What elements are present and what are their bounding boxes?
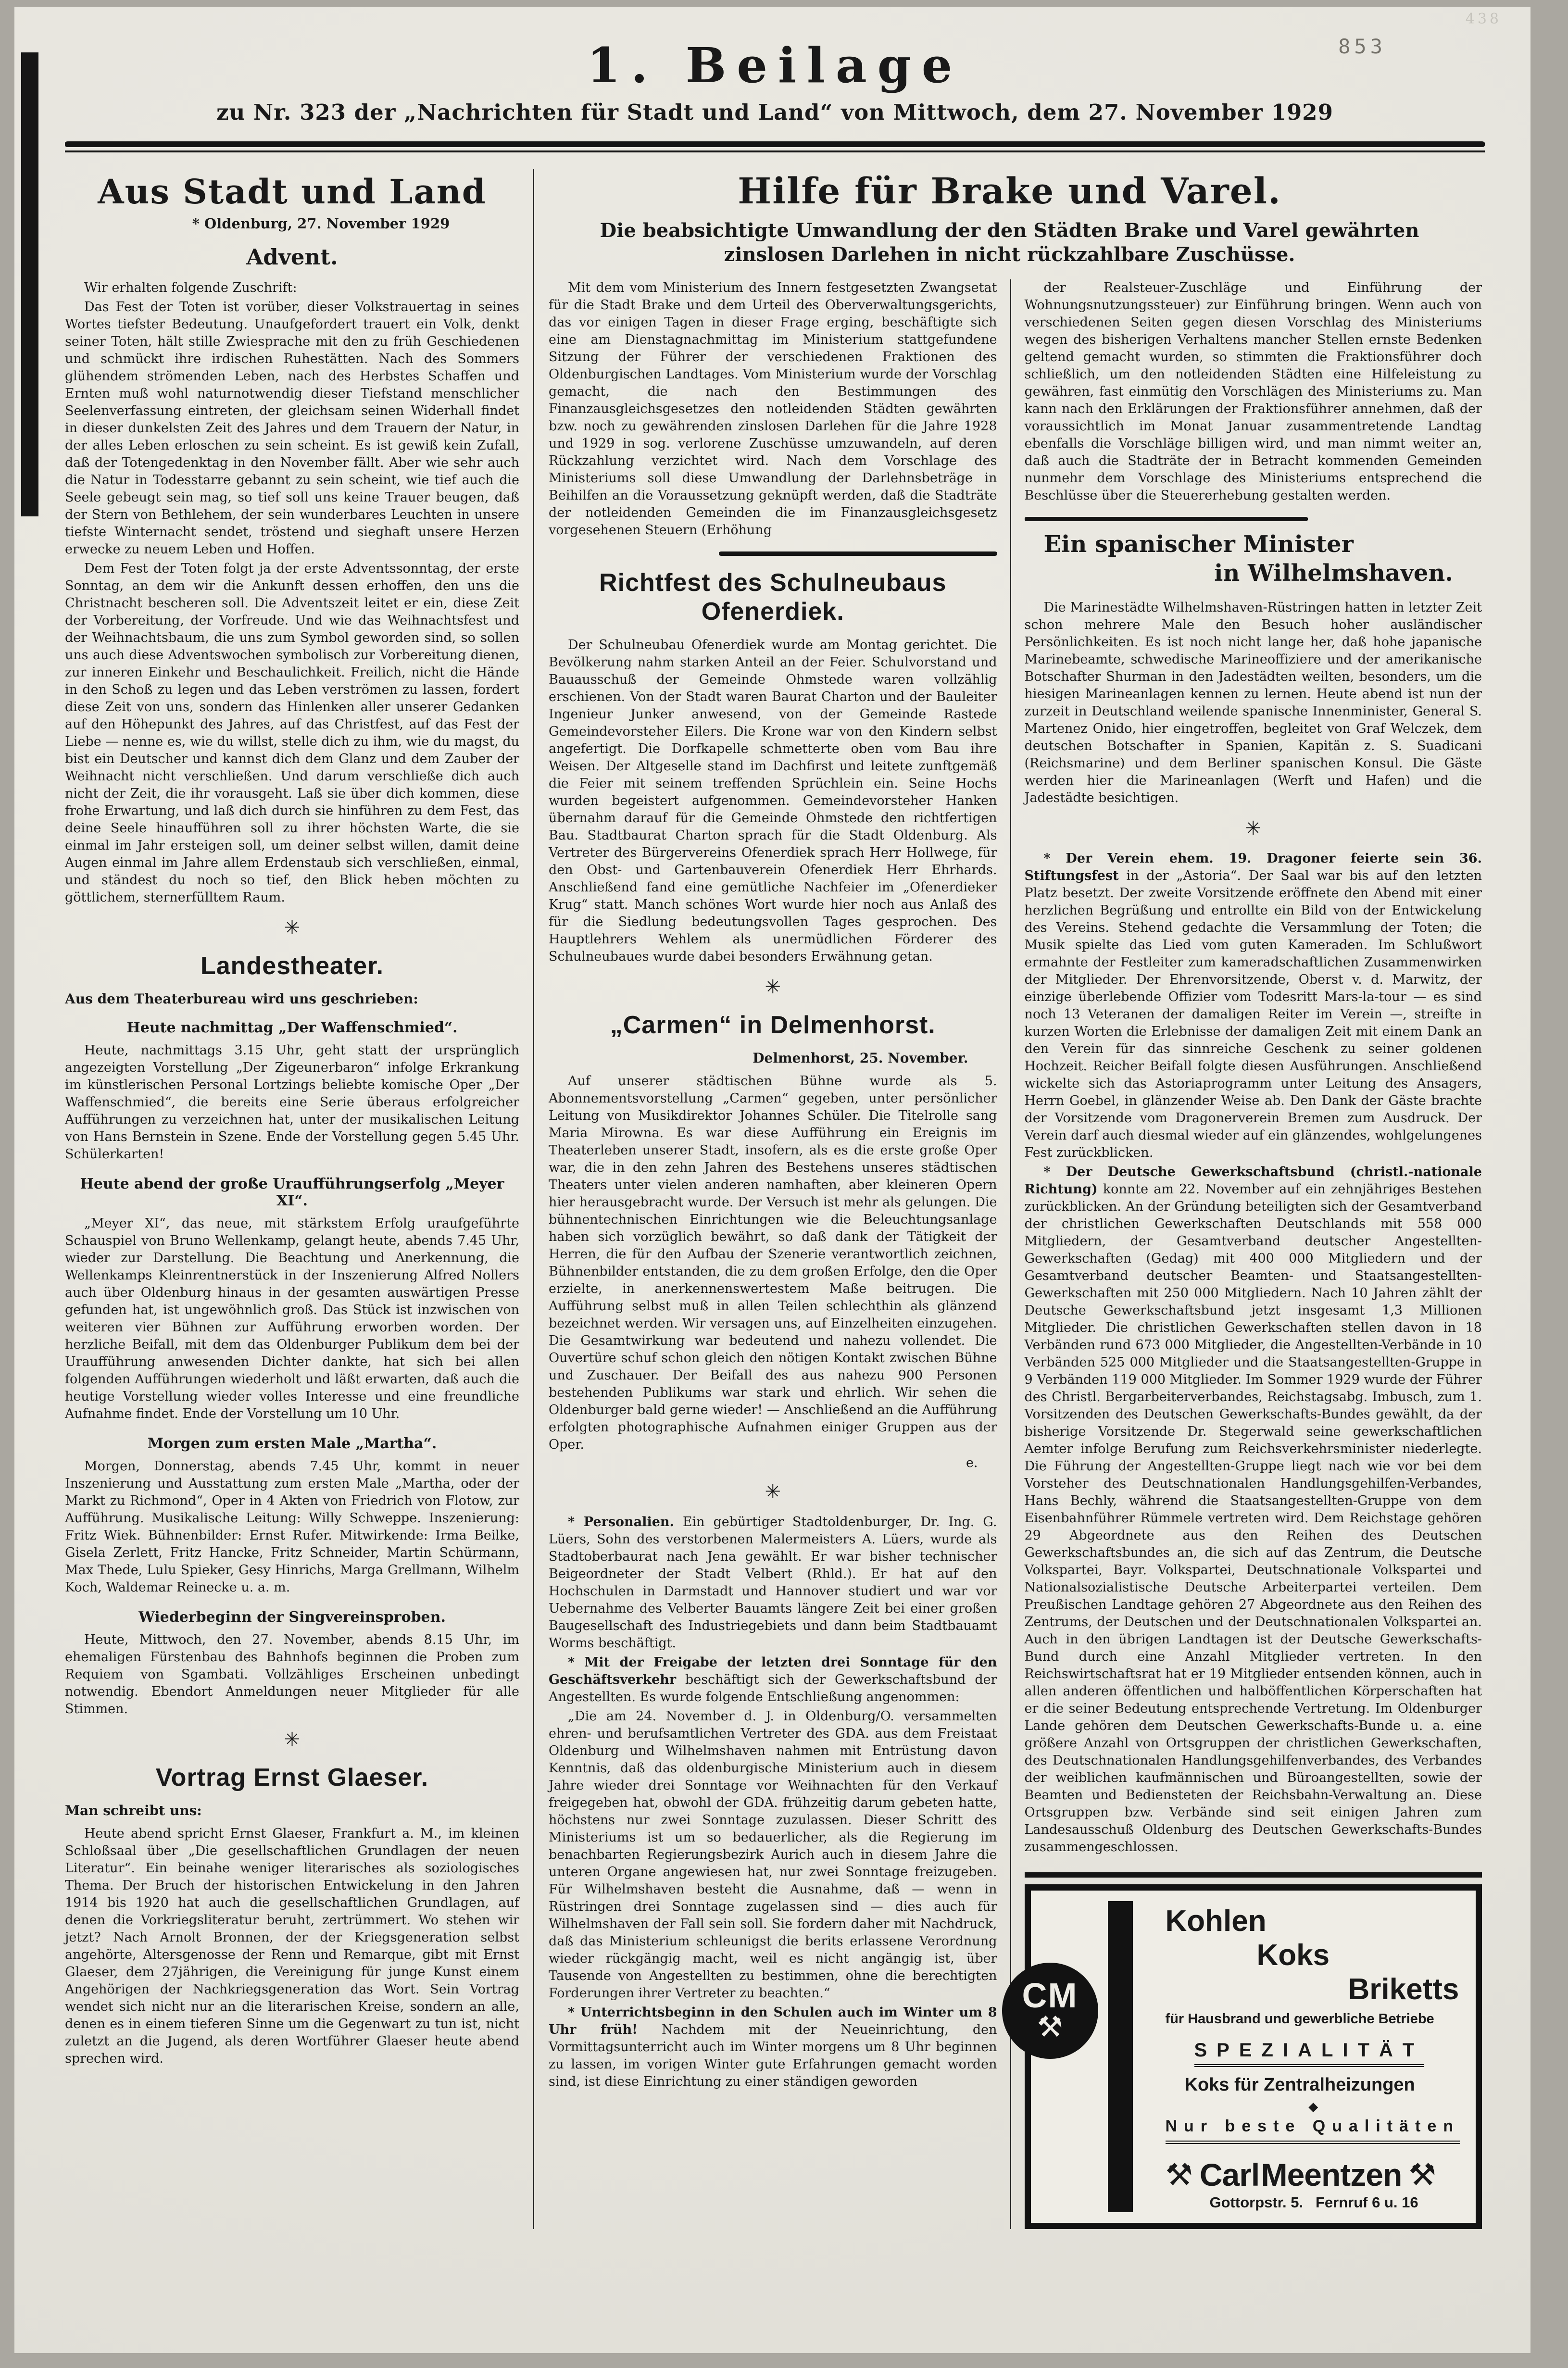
gewerkschaftsbund-rest: konnte am 22. November auf ein zehnjähriges Bestehen zurückblicken. An der Gründung beteiligten sich der Gesamtverband der christlichen Gewerkschaften Deutschlands mit 558 000 Mitgliedern, der Gesamtverband deutscher Angestellten-Gewerkschaften (Gedag) mit 400 000 Mitgliedern und der Gesamtverband deutscher Beamten- und Staatsangestellten-Gewerkschaften mit 250 000 Mitgliedern. Nach 10 Jahren zählt der Deutsche Gewerkschaftsbund jetzt insgesamt 1,3 Millionen Mitglieder. Die christlichen Gewerkschaften stellen davon in 18 Verbänden rund 673 000 Mitglieder, die Angestellten-Verbände in 10 Verbänden 525 000 Mitglieder und die Staatsangestellten-Gruppe in 9 Verbänden 119 000 Mitglieder. Im Sommer 1929 wurde der Führer des Christl. Bergarbeiterverbandes, Reichstagsabg. Imbusch, zum 1. Vorsitzenden des Deutschen Gewerkschafts-Bundes gewählt, da der bisherige Vorsitzende Dr. Stegerwald seine gewerkschaftlichen Aemter infolge Berufung zum Reichsverkehrsminister niederlegte. Die Führung der Angestellten-Gruppe liegt nach wie vor bei dem Vorsteher des Deutschnationalen Handlungsgehilfen-Verbandes, Hans Bechly, während die Staatsangestellten-Gruppe von dem Eisenbahnführer Rümmele vertreten wird. Dem Reichstage gehören 29 Abgeordnete aus den Reihen des Deutschen Gewerkschaftsbundes an, die sich auf das Zentrum, die Deutsche Volkspartei, Bayr. Volkspartei, Deutschnationale Volkspartei und Nationalsozialistische Deutsche Arbeiterpartei verteilen. Dem Preußischen Landtage gehören 27 Abgeordnete aus den Reihen des Zentrums, der Deutschen und der Deutschnationalen Volkspartei an. Auch in den übrigen Landtagen ist der Deutsche Gewerkschafts-Bund durch eine Anzahl Mitglieder vertreten. In den Reichswirtschaftsrat hat er 19 Mitglieder entsenden können, auch in allen anderen öffentlichen und halböffentlichen Körperschaften hat er die seiner Bedeutung entsprechende Vertretung. Im Oldenburger Lande gehören dem Deutschen Gewerkschafts-Bunde u. a. eine größere Anzahl von Ortsgruppen der christlichen Gewerkschaften, des Deutschnationalen Handlungsgehilfenverbandes, des Verbandes der weiblichen kaufmännischen und Büroangestellten, sowie der Beamten und Bediensteten der Reichsbahn-Verwaltung an. Diese Ortsgruppen bzw. Verbände sind seit einigen Jahren zum Landesausschuß Oldenburg des Deutschen Gewerkschafts-Bundes zusammengeschlossen. — [1024, 1182, 1482, 1854]
star-divider-icon: ✳ — [765, 1481, 781, 1503]
ad-subline: für Hausbrand und gewerbliche Betriebe — [1165, 2011, 1434, 2027]
crossed-hammers-icon: ⚒ — [1165, 2157, 1193, 2192]
crossed-hammers-icon: ⚒ — [1037, 2011, 1063, 2043]
dragoner-rest: in der „Astoria“. Der Saal war bis auf den letzten Platz besetzt. Der zweite Vorsitzende eröffnete den Abend mit einer herzlichen Begrüßung und entrollte ein Bild von der Entwickelung des Vereins. Stehend gedachte die Versammlung der Toten; die Musik spielte das Lied vom guten Kameraden. Im Schlußwort ermahnte der Festleiter zum kameradschaftlichen Zusammenwirken der Mitglieder. Der Ehrenvorsitzende, Oberst v. d. Marwitz, der einzige überlebende Offizier vom Todesritt Mars-la-tour — es sind noch 13 Veteranen der damaligen Reiter im Verein —, streifte in kurzen Worten die Erlebnisse der damaligen Zeit mit einem Dank an den Verein für das sinnreiche Geschenk zu seiner goldenen Hochzeit. Reicher Beifall folgte diesen Ausführungen. Anschließend wickelte sich das Astoriaprogramm unter Leitung des Ansagers, Herrn Goebel, in glänzender Weise ab. Den Dank der Gäste brachte der Vorsitzende vom Dragonerverein Bremen zum Ausdruck. Der Verein darf auch diesmal wieder auf ein glänzendes, wohlgelungenes Fest zurückblicken. — [1024, 868, 1482, 1160]
advent-paragraph: Dem Fest der Toten folgt ja der erste Adventssonntag, der erste Sonntag, an dem wir die Ankunft dessen erhoffen, den uns die Christnacht bescheren soll. Die Adventszeit leitet er ein, diese Zeit der Vorbereitung, der Vorfreude. Und wie das Weihnachtsfest und der Weihnachtsbaum, die uns zum Symbol geworden sind, so sollen uns auch diese Adventswochen symbolisch zur Vorbereitung dienen, zur inneren Einkehr und Beschaulichkeit. Freilich, nicht die Hände in den Schoß zu legen und das Leben verströmen zu lassen, fordert diese Zeit von uns, sondern das Hinlenken aller unserer Gedanken auf den Höhepunkt des Jahres, auf das Christfest, auf das Fest der Liebe — nenne es, wie du willst, stelle dich zu ihm, wie du magst, du bist ein Deutscher und kannst dich dem Glanz und dem Zauber der Weihnacht nicht verschließen. Und darum verschließe dich auch nicht der Zeit, die ihr vorausgeht. Laß sie über dich kommen, diese frohe Erwartung, und laß dich durch sie hinführen zu dem Fest, das deine Seele hinaufführen soll zu ihrer höchsten Warte, die sie einmal im Jahr ersteigen soll, um deiner selbst willen, damit deine Augen einmal im Jahre allem Erdenstaub sich verschließen, einmal, und ständest du noch so tief, den Blick heben möchten zu göttlichem, sternerfülltem Raum. — [65, 561, 519, 905]
unterricht-item — [549, 2004, 997, 2091]
scan-corner-mark: 438 — [1465, 11, 1502, 27]
ad-address — [1210, 2194, 1462, 2211]
vortrag-lead: Man schreibt uns: — [65, 1803, 202, 1818]
masthead-rule-thin — [65, 150, 1485, 152]
section-title-aus-stadt-und-land: Aus Stadt und Land — [98, 172, 487, 212]
brake-article-header — [534, 169, 1485, 267]
ad-separator-rule — [1025, 1872, 1482, 1878]
freigabe-lead: * Mit der Freigabe der letzten drei Sonntage für den Geschäftsverkehr — [549, 1655, 997, 1687]
ad-company-row — [1166, 2156, 1462, 2193]
minister-title-line2: in Wilhelmshaven. — [1214, 560, 1453, 587]
ad-product-kohlen: Kohlen — [1165, 1904, 1267, 1938]
minister-paragraph: Die Marinestädte Wilhelmshaven-Rüstringen hatten in letzter Zeit schon mehrere Male den Besuch hoher ausländischer Persönlichkeiten. Es ist noch nicht lange her, daß hohe japanische Marinebeamte, schwedische Marineoffiziere und der amerikanische Botschafter Shurman in den Jadestädten weilten, besonders, um die hiesigen Marineanlagen kennen zu lernen. Heute abend ist nun der zurzeit in Deutschland weilende spanische Innenminister, General S. Martenez Onido, hier eingetroffen, begleitet von Graf Welczek, dem deutschen Botschafter in Spanien, Kapitän z. S. Suadicani (Reichsmarine) und dem Berliner spanischen Konsul. Die Gäste werden hier die Marineanlagen (Werft und Hafen) und die Jadestädte besichtigen. — [1024, 600, 1482, 805]
column-left — [65, 169, 533, 2229]
unterricht-rest: Nachdem mit der Neueinrichtung, den Vormittagsunterricht auch im Winter morgens um 8 Uhr beginnen zu lassen, im vorigen Winter gute Erfahrungen gemacht worden sind, ist diese Einrichtung zu einer ständigen geworden — [549, 2022, 997, 2089]
personalien-item — [549, 1514, 997, 1652]
dateline-oldenburg: * Oldenburg, 27. November 1929 — [192, 215, 450, 232]
ad-quality-line: Nur beste Qualitäten — [1166, 2117, 1460, 2144]
advent-paragraph: Wir erhalten folgende Zuschrift: — [84, 280, 297, 295]
article-title-richtfest: Richtfest des Schulneubaus Ofenerdiek. — [599, 569, 947, 626]
ad-logo-initials: CM — [1022, 1977, 1078, 2015]
subhead-martha: Morgen zum ersten Male „Martha“. — [147, 1435, 437, 1452]
ad-product-koks: Koks — [1256, 1939, 1330, 1972]
subcolumns — [534, 279, 1485, 2229]
gewerkschaftsbund-lead: * Der Deutsche Gewerkschaftsbund (christl.-nationale Richtung) — [1024, 1165, 1482, 1197]
ad-spezialitaet: SPEZIALITÄT — [1194, 2040, 1424, 2067]
ad-company-name: Carl Meentzen — [1199, 2157, 1402, 2193]
star-divider-icon: ✳ — [765, 976, 781, 998]
landestheater-lead: Aus dem Theaterbureau wird uns geschrieben: — [65, 991, 418, 1007]
crossed-hammers-icon: ⚒ — [1408, 2157, 1436, 2192]
freigabe-rest: beschäftigt sich der Gewerkschaftsbund der Angestellten. Es wurde folgende Entschließung angenommen: — [549, 1672, 997, 1704]
subhead-singvereinsproben: Wiederbeginn der Singvereinsproben. — [138, 1609, 446, 1626]
newspaper-sheet — [14, 7, 1530, 2353]
freigabe-resolution-quote: „Die am 24. November d. J. in Oldenburg/O. versammelten ehren- und berufsamtlichen Vertreter des GDA. aus dem Freistaat Oldenburg und Wilhelmshaven nahmen mit Entrüstung davon Kenntnis, daß das oldenburgische Ministerium auch in diesem Jahre wieder drei Sonntage vor Weihnachten für den Verkauf freigegeben hat, obwohl der GDA. frühzeitig darum gebeten hatte, höchstens nur zwei Sonntage zuzulassen. Dieser Schritt des Ministeriums ist um so bedauerlicher, als die Regierung im benachbarten Regierungsbezirk Aurich auch in diesem Jahre die unteren Organe angewiesen hat, nur zwei Sonntage freizugeben. Für Wilhelmshaven besteht die Ausnahme, daß — wenn in Rüstringen drei Sonntage zugelassen sind — dies auch für Wilhelmshaven der Fall sein soll. Sie fordern daher mit Nachdruck, daß das Ministerium schleunigst die berits erlassene Verordnung wieder rückgängig macht, weil es nicht angängig ist, über Tausende von Angestellten zu bestimmen, ohne die berechtigten Forderungen ihrer Vertreter zu beachten.“ — [549, 1709, 997, 2001]
article-title-vortrag-glaeser: Vortrag Ernst Glaeser. — [155, 1764, 429, 1792]
ad-vertical-bar — [1108, 1901, 1133, 2212]
personalien-rest: Ein gebürtiger Stadtoldenburger, Dr. Ing. G. Lüers, Sohn des verstorbenen Malermeisters A. Lüers, wurde als Stadtoberbaurat nach Jena gewählt. Er war bisher technischer Beigeordneter der Stadt Velbert (Rhld.). Er hat auf den Hochschulen in Darmstadt und Hannover studiert und war vor Uebernahme des Velberter Bauamts längere Zeit bei einer großen Baugesellschaft des Industriegebiets und dann beim Stadtbauamt Worms beschäftigt. — [549, 1515, 997, 1651]
cm-colliery-logo-icon — [1002, 1963, 1098, 2059]
landestheater-paragraph: Heute, nachmittags 3.15 Uhr, geht statt der ursprünglich angezeigten Vorstellung „Der Zigeunerbaron“ infolge Erkrankung im künstlerischen Personal Lortzings beliebte komische Oper „Der Waffenschmied“, die bereits eine Serie überaus erfolgreicher Aufführungen zu verzeichnen hat, unter der musikalischen Leitung von Hans Bernstein in Szene. Ende der Vorstellung gegen 5.45 Uhr. Schülerkarten! — [65, 1043, 519, 1162]
carmen-signature: e. — [966, 1455, 978, 1470]
diamond-ornament-icon: ◆ — [1308, 2099, 1318, 2114]
article-title-spanischer-minister — [1025, 530, 1482, 588]
minister-title-line1: Ein spanischer Minister — [1043, 531, 1354, 558]
gewerkschaftsbund-item — [1025, 1164, 1482, 1856]
richtfest-paragraph: Der Schulneubau Ofenerdiek wurde am Montag gerichtet. Die Bevölkerung nahm starken Anteil an der Feier. Schulvorstand und Bauausschuß der Gemeinde Ohmstede waren vollzählig erschienen. Von der Stadt waren Baurat Charton und der Bauleiter Ingenieur Junker anwesend, von der Gemeinde Rastede Gemeindevorsteher Eilers. Die Krone war von den Kindern selbst angefertigt. Die Dorfkapelle schmetterte oben vom Bau ihre Weisen. Der Altgeselle stand im Dachfirst und leitete zunftgemäß die Feier mit seinem treffenden Sprüchlein ein. Seine Hochs wurden begeistert aufgenommen. Gemeindevorsteher Hanken übernahm darauf für die Gemeinde Ohmstede den richtfertigen Bau. Stadtbaurat Charton sprach für die Stadt Oldenburg. Als Vertreter des Bürgervereins Ofenerdiek sprach Herr Hollwege, für den Obst- und Gartenbauverein Ofenerdiek Herr Ehrhards. Anschließend fand eine gemütliche Nachfeier im „Ofenerdieker Krug“ statt. Manch schönes Wort wurde hier noch aus Anlaß des für die Siedlung bedeutungsvollen Tages gesprochen. Des Hauptlehrers Wehlem als unermüdlichen Förderer des Schulneubaues wurde dabei besonders Erwähnung getan. — [549, 638, 997, 964]
article-title-landestheater: Landestheater. — [200, 952, 384, 980]
archive-page-stamp: 853 — [1338, 35, 1386, 58]
dragoner-lead: * Der Verein ehem. 19. Dragoner feierte sein 36. Stiftungsfest — [1024, 851, 1482, 883]
star-divider-icon: ✳ — [1245, 817, 1261, 839]
coal-dealer-advertisement — [1022, 1884, 1482, 2229]
section-rule — [1025, 517, 1308, 521]
landestheater-paragraph: „Meyer XI“, das neue, mit stärkstem Erfolg uraufgeführte Schauspiel von Bruno Wellenkamp, gelangt heute, abends 7.45 Uhr, wieder zur Darstellung. Die Beachtung und Anerkennung, die Wellenkamps Kleinrentnerstück in der Inszenierung Alfred Nollers auch über Oldenburg hinaus in der gesamten auswärtigen Presse gefunden hat, ist ungewöhnlich groß. Das Stück ist inzwischen von weiteren vier Bühnen zur Aufführung erworben worden. Der herzliche Beifall, mit dem das Oldenburger Publikum dem bei der Uraufführung anwesenden Dichter dankte, hat sich bei allen folgenden Aufführungen wiederholt und läßt erwarten, daß auch die heutige Vorstellung wieder volles Interesse und eine freundliche Aufnahme findet. Ende der Vorstellung um 10 Uhr. — [65, 1216, 519, 1421]
column-right — [1010, 279, 1485, 2229]
unterricht-lead: * Unterrichtsbeginn in den Schulen auch im Winter um 8 Uhr früh! — [549, 2005, 997, 2037]
brake-body-right: der Realsteuer-Zuschläge und Einführung der Wohnungsnutzungssteuer) zur Einführung bringen. Wenn auch von verschiedenen Seiten gegen diesen Vorschlag des Ministeriums wegen des bisherigen Verhaltens mancher Stellen ernste Bedenken geltend gemacht wurden, so stimmten die Fraktionsführer doch schließlich, um den notleidenden Städten eine Hilfeleistung zu gewähren, fast einmütig den Vorschlägen des Ministeriums zu. Man kann nach den Erklärungen der Fraktionsführer annehmen, daß der voraussichtlich im Monat Januar zusammentretende Landtag ebenfalls die Vorschläge billigen wird, und man nimmt weiter an, daß auch die Stadträte der in Betracht kommenden Gemeinden nunmehr dem Vorschlage des Ministeriums entsprechend die Beschlüsse über die Steuererhebung gestalten werden. — [1024, 280, 1482, 503]
carmen-paragraph: Auf unserer städtischen Bühne wurde als 5. Abonnementsvorstellung „Carmen“ gegeben, unter persönlicher Leitung von Musikdirektor Johannes Schüler. Die Titelrolle sang Maria Mirowna. Es war diese Aufführung ein Ereignis im Theaterleben unserer Stadt, insofern, als es die erste große Oper war, die in den zehn Jahren des Bestehens unseres städtischen Theaters unter vielen anderen namhaften, aber kleineren Opern hier herausgebracht wurde. Der Versuch ist mehr als gelungen. Die bühnentechnischen Einrichtungen wie die Beleuchtungsanlage haben sich vorzüglich bewährt, so daß dank der Tätigkeit der Herren, die für den Aufbau der Szenerie verantwortlich zeichnen, Bühnenbilder entstanden, die zu dem großen Erfolge, den die Oper erzielte, in anerkennenswertestem Maße beitrugen. Die Aufführung selbst muß in allen Teilen schlechthin als glänzend bezeichnet werden. Wir versagen uns, auf Einzelheiten einzugehen. Die Gesamtwirkung war bedeutend und nahezu vollendet. Die Ouvertüre schuf schon gleich den nötigen Kontakt zwischen Bühne und Zuschauer. Der Beifall des aus nahezu 900 Personen bestehenden Publikums war stark und ehrlich. Wir sehen die Oldenburger bald gerne wieder! — Anschließend an die Aufführung erfolgten photographische Aufnahmen einiger Gruppen aus der Oper. — [549, 1074, 997, 1452]
brake-subtitle: Die beabsichtigte Umwandlung der den Städten Brake und Varel gewährten zinslosen Darlehen in nicht rückzahlbare Zuschüsse. — [600, 219, 1419, 266]
column-layout — [65, 169, 1485, 2229]
dragoner-item — [1025, 850, 1482, 1162]
article-title-brake-varel: Hilfe für Brake und Varel. — [738, 171, 1281, 212]
ad-product-briketts: Briketts — [1348, 1973, 1459, 2006]
article-title-carmen: „Carmen“ in Delmenhorst. — [610, 1011, 936, 1039]
star-divider-icon: ✳ — [284, 1729, 301, 1751]
article-title-advent: Advent. — [246, 244, 338, 270]
landestheater-paragraph: Heute, Mittwoch, den 27. November, abends 8.15 Uhr, im ehemaligen Fürstenbau des Bahnhofs beginnen die Proben zum Requiem von Sgambati. Vollzähliges Erscheinen unbedingt notwendig. Ebendort Anmeldungen neuer Mitglieder für alle Stimmen. — [65, 1632, 519, 1716]
ad-address-phone: Fernruf 6 u. 16 — [1315, 2194, 1418, 2211]
columns-right-wrap — [533, 169, 1485, 2229]
masthead — [65, 37, 1485, 125]
supplement-title: 1. Beilage — [587, 37, 963, 94]
column-middle — [534, 279, 1010, 2229]
landestheater-paragraph: Morgen, Donnerstag, abends 7.45 Uhr, kommt in neuer Inszenierung und Ausstattung zum ersten Male „Martha, oder der Markt zu Richmond“, Oper in 4 Akten von Friedrich von Flotow, zur Aufführung. Musikalische Leitung: Willy Schweppe. Inszenierung: Fritz Wiek. Bühnenbilder: Ernst Rufer. Mitwirkende: Irma Beilke, Gisela Zerlett, Fritz Hancke, Fritz Schneider, Martin Schürmann, Max Thede, Lulu Spieker, Gesy Hinrichs, Marga Grellmann, Wilhelm Koch, Waldemar Reinecke u. a. m. — [65, 1459, 519, 1595]
masthead-rule-thick — [65, 141, 1485, 147]
carmen-dateline: Delmenhorst, 25. November. — [753, 1050, 968, 1066]
brake-body-left: Mit dem vom Ministerium des Innern festgesetzten Zwangsetat für die Stadt Brake und dem Urteil des Oberverwaltungsgerichts, das vor einigen Tagen in dieser Frage erging, beschäftigte sich eine am Dienstagnachmittag im Ministerium stattgefundene Sitzung der Führer der verschiedenen Fraktionen des Oldenburgischen Landtages. Vom Ministerium wurde der Vorschlag gemacht, die nach den Bestimmungen des Finanzausgleichsgesetzes den notleidenden Städten gewährten bzw. noch zu gewährenden zinslosen Darlehen für die Jahre 1928 und 1929 in sog. verlorene Zuschüsse umzuwandeln, auf deren Rückzahlung verzichtet wird. Nach dem Vorschlage des Ministeriums soll diese Umwandlung der Darlehnsbeträge in Beihilfen an die Voraussetzung geknüpft werden, daß die Stadträte der notleidenden Gemeinden die im Finanzausgleichsgesetz vorgesehenen Steuern (Erhöhung — [549, 280, 997, 538]
advent-paragraph: Das Fest der Toten ist vorüber, dieser Volkstrauertag in seines Wortes tiefster Bedeutung. Unaufgefordert trauert ein Volk, denkt seiner Toten, hält stille Zwiesprache mit den zu früh Geschiedenen und schmückt ihre irdischen Ruhestätten. Nach des Sommers glühendem strömenden Leben, nach des Herbstes Schaffen und Ernten muß wohl naturnotwendig dieser Tiefstand menschlicher Seelenverfassung eintreten, der gleichsam seinen Widerhall findet in dieser dunkelsten Zeit des Jahres und dem Trauern der Natur, in der alles Leben erloschen zu sein scheint. Es ist gewiß kein Zufall, daß der Totengedenktag in den November fällt. Aber wie sehr auch die Natur in Todesstarre gebannt zu sein scheint, wie tief auch die Seele gebeugt sein mag, so tief soll uns keine Trauer beugen, daß der Stern von Bethlehem, der sein wunderbares Leuchten in unsere tiefste Winternacht sendet, tröstend und sieghaft unsere Herzen erwecke zu neuem Leben und Hoffen. — [65, 300, 519, 557]
page-content — [14, 7, 1530, 2229]
section-rule — [719, 551, 997, 556]
supplement-subtitle: zu Nr. 323 der „Nachrichten für Stadt und Land“ von Mittwoch, dem 27. November 1929 — [216, 100, 1333, 125]
personalien-lead: * Personalien. — [568, 1515, 674, 1529]
vortrag-paragraph: Heute abend spricht Ernst Glaeser, Frankfurt a. M., im kleinen Schloßsaal über „Die gesellschaftlichen Grundlagen der neuen Literatur“. Ein beinahe weniger literarisches als soziologisches Thema. Der Bruch der historischen Entwickelung in den Jahren 1914 bis 1920 hat auch die gesellschaftlichen Grundlagen, auf denen die Vorkriegsliteratur beruht, zertrümmert. Wo stehen wir jetzt? Nach Arnolt Bronnen, der der Kriegsgeneration selbst angehörte, Altersgenosse der Renn und Remarque, gibt mit Ernst Glaeser, dem 27jährigen, die Vereinigung für junge Kunst einem Angehörigen der Nachkriegsgeneration das Wort. Sein Vortrag wendet sich nicht nur an die literarischen Kreise, sondern an alle, denen es in einem tieferen Sinne um die Gegenwart zu tun ist, nicht zuletzt an die Jugend, als deren Wortführer Glaeser heute abend sprechen wird. — [65, 1826, 519, 2066]
freigabe-item — [549, 1654, 997, 1706]
ad-spezialitaet-sub: Koks für Zentralheizungen — [1184, 2075, 1415, 2095]
ad-address-street: Gottorpstr. 5. — [1209, 2194, 1304, 2211]
subhead-meyer-xi: Heute abend der große Uraufführungserfolg „Meyer XI“. — [80, 1176, 504, 1209]
star-divider-icon: ✳ — [284, 917, 301, 939]
ad-text-block — [1151, 1891, 1476, 2223]
subhead-waffenschmied: Heute nachmittag „Der Waffenschmied“. — [126, 1019, 458, 1036]
